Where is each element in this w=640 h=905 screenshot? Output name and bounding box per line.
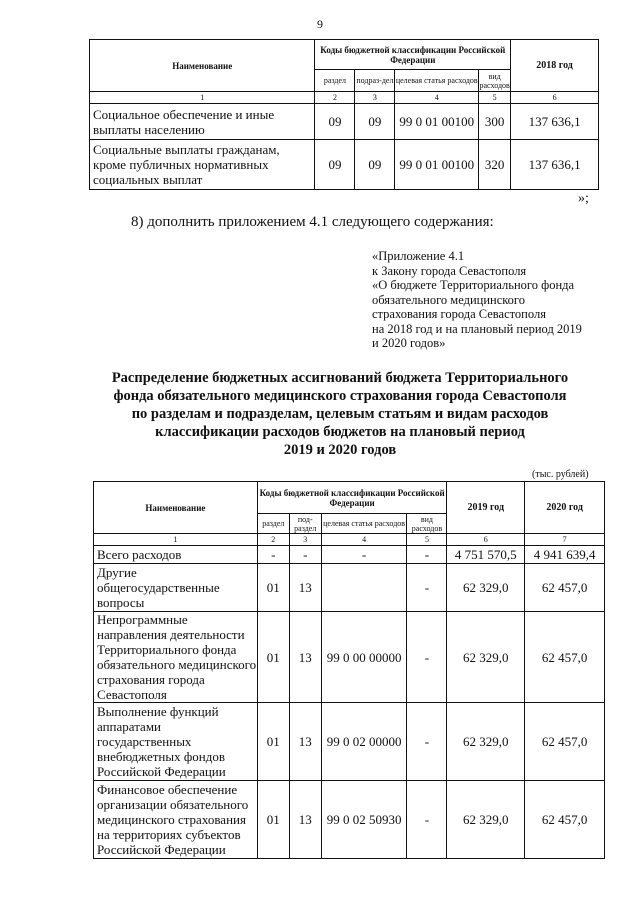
- row-razdel: 09: [315, 140, 355, 190]
- index-cell: 4: [395, 92, 479, 104]
- row-sum-2019: 62 329,0: [447, 703, 525, 781]
- table-2019-2020: [93, 481, 605, 859]
- index-cell: 5: [407, 534, 447, 546]
- col-csr-header: целевая статья расходов: [395, 70, 479, 92]
- index-cell: 1: [94, 534, 258, 546]
- row-csr: 99 0 02 00000: [321, 703, 407, 781]
- row-csr: 99 0 00 00000: [321, 612, 407, 703]
- document-title: [60, 369, 620, 459]
- point-text: 8) дополнить приложением 4.1 следующего содержания:: [131, 214, 494, 230]
- row-sum-2019: 62 329,0: [447, 564, 525, 612]
- row-csr: [321, 564, 407, 612]
- title-line: по разделам и подразделам, целевым статьям и видам расходов: [131, 406, 549, 422]
- appendix-line: «О бюджете Территориального фонда: [372, 278, 575, 292]
- col-vr-header: вид расходов: [407, 514, 447, 534]
- title-line: Распределение бюджетных ассигнований бюджета Территориального: [111, 370, 569, 386]
- col-razdel-header: раздел: [257, 514, 289, 534]
- col-vr-header: вид расходов: [479, 71, 510, 90]
- index-cell: 4: [321, 534, 407, 546]
- title-line: фонда обязательного медицинского страхования города Севастополя: [113, 388, 567, 404]
- row-sum-2020: 62 457,0: [525, 781, 605, 859]
- row-name: Выполнение функций аппаратами государственных внебюджетных фондов Российской Федерации: [94, 703, 258, 781]
- row-name: Социальное обеспечение и иные выплаты населению: [90, 104, 315, 140]
- row-sum-2019: 4 751 570,5: [447, 546, 525, 564]
- row-name: Всего расходов: [94, 546, 258, 564]
- appendix-line: и 2020 годов»: [372, 336, 446, 350]
- appendix-line: «Приложение 4.1: [372, 249, 465, 263]
- row-name: Социальные выплаты гражданам, кроме публичных нормативных социальных выплат: [90, 140, 315, 190]
- index-cell: 3: [355, 92, 395, 104]
- title-line: 2019 и 2020 годов: [283, 442, 397, 458]
- table-2018: [89, 39, 599, 190]
- row-csr: 99 0 02 50930: [321, 781, 407, 859]
- row-vr: -: [407, 781, 447, 859]
- row-sum: 137 636,1: [511, 140, 599, 190]
- table-row: [94, 546, 605, 564]
- row-podrazdel: 09: [355, 140, 395, 190]
- index-cell: 2: [315, 92, 355, 104]
- row-name: Другие общегосударственные вопросы: [94, 564, 258, 612]
- index-row: [90, 92, 599, 104]
- row-sum-2020: 4 941 639,4: [525, 546, 605, 564]
- row-sum-2020: 62 457,0: [525, 564, 605, 612]
- appendix-line: страхования города Севастополя: [372, 307, 546, 321]
- row-csr: -: [321, 546, 407, 564]
- row-sum-2019: 62 329,0: [447, 781, 525, 859]
- closing-mark: »;: [578, 191, 589, 206]
- table-row: [94, 564, 605, 612]
- page-number: 9: [317, 17, 323, 31]
- index-cell: 2: [257, 534, 289, 546]
- row-name: Непрограммные направления деятельности Территориального фонда обязательного медицинского страхования города Севастополя: [94, 612, 258, 703]
- col-year-2020-header: 2020 год: [525, 482, 605, 534]
- col-podrazdel-header: подраз-дел: [355, 70, 395, 92]
- index-row: [94, 534, 605, 546]
- col-csr-header: целевая статья расходов: [321, 514, 407, 534]
- row-razdel: 01: [257, 612, 289, 703]
- col-name-header: Наименование: [90, 40, 315, 92]
- row-vr: -: [407, 546, 447, 564]
- row-razdel: -: [257, 546, 289, 564]
- table-row: [90, 140, 599, 190]
- col-razdel-header: раздел: [315, 70, 355, 92]
- index-cell: 3: [289, 534, 321, 546]
- row-vr: 320: [479, 140, 511, 190]
- appendix-reference: [372, 249, 582, 351]
- table-row: [90, 104, 599, 140]
- row-vr: -: [407, 612, 447, 703]
- row-vr: -: [407, 703, 447, 781]
- row-name: Финансовое обеспечение организации обязательного медицинского страхования на территориях субъектов Российской Федерации: [94, 781, 258, 859]
- appendix-line: к Закону города Севастополя: [372, 263, 527, 278]
- table-row: [94, 781, 605, 859]
- row-vr: 300: [479, 104, 511, 140]
- row-sum-2019: 62 329,0: [447, 612, 525, 703]
- appendix-line: на 2018 год и на плановый период 2019: [372, 321, 582, 336]
- index-cell: 6: [447, 534, 525, 546]
- index-cell: 7: [525, 534, 605, 546]
- row-podrazdel: 13: [289, 612, 321, 703]
- row-podrazdel: 13: [289, 703, 321, 781]
- col-year-2019-header: 2019 год: [447, 482, 525, 534]
- col-codes-header: Коды бюджетной классификации Российской Федерации: [315, 40, 511, 70]
- row-podrazdel: -: [289, 546, 321, 564]
- col-podrazdel-header: под-раздел: [289, 514, 321, 534]
- row-sum-2020: 62 457,0: [525, 703, 605, 781]
- row-podrazdel: 13: [289, 564, 321, 612]
- row-podrazdel: 13: [289, 781, 321, 859]
- title-line: классификации расходов бюджетов на плановый период: [155, 424, 525, 440]
- row-csr: 99 0 01 00100: [395, 104, 479, 140]
- index-cell: 6: [511, 92, 599, 104]
- row-razdel: 01: [257, 564, 289, 612]
- row-razdel: 01: [257, 703, 289, 781]
- row-sum-2020: 62 457,0: [525, 612, 605, 703]
- appendix-line: обязательного медицинского: [372, 292, 526, 307]
- col-year-header: 2018 год: [511, 40, 599, 92]
- units-label: (тыс. рублей): [532, 469, 589, 480]
- row-sum: 137 636,1: [511, 104, 599, 140]
- index-cell: 1: [90, 92, 315, 104]
- index-cell: 5: [479, 92, 511, 104]
- row-razdel: 09: [315, 104, 355, 140]
- row-vr: -: [407, 564, 447, 612]
- table-row: [94, 703, 605, 781]
- row-razdel: 01: [257, 781, 289, 859]
- table-row: [94, 612, 605, 703]
- col-codes-header: Коды бюджетной классификации Российской Федерации: [257, 482, 447, 514]
- col-name-header: Наименование: [94, 482, 258, 534]
- row-podrazdel: 09: [355, 104, 395, 140]
- row-csr: 99 0 01 00100: [395, 140, 479, 190]
